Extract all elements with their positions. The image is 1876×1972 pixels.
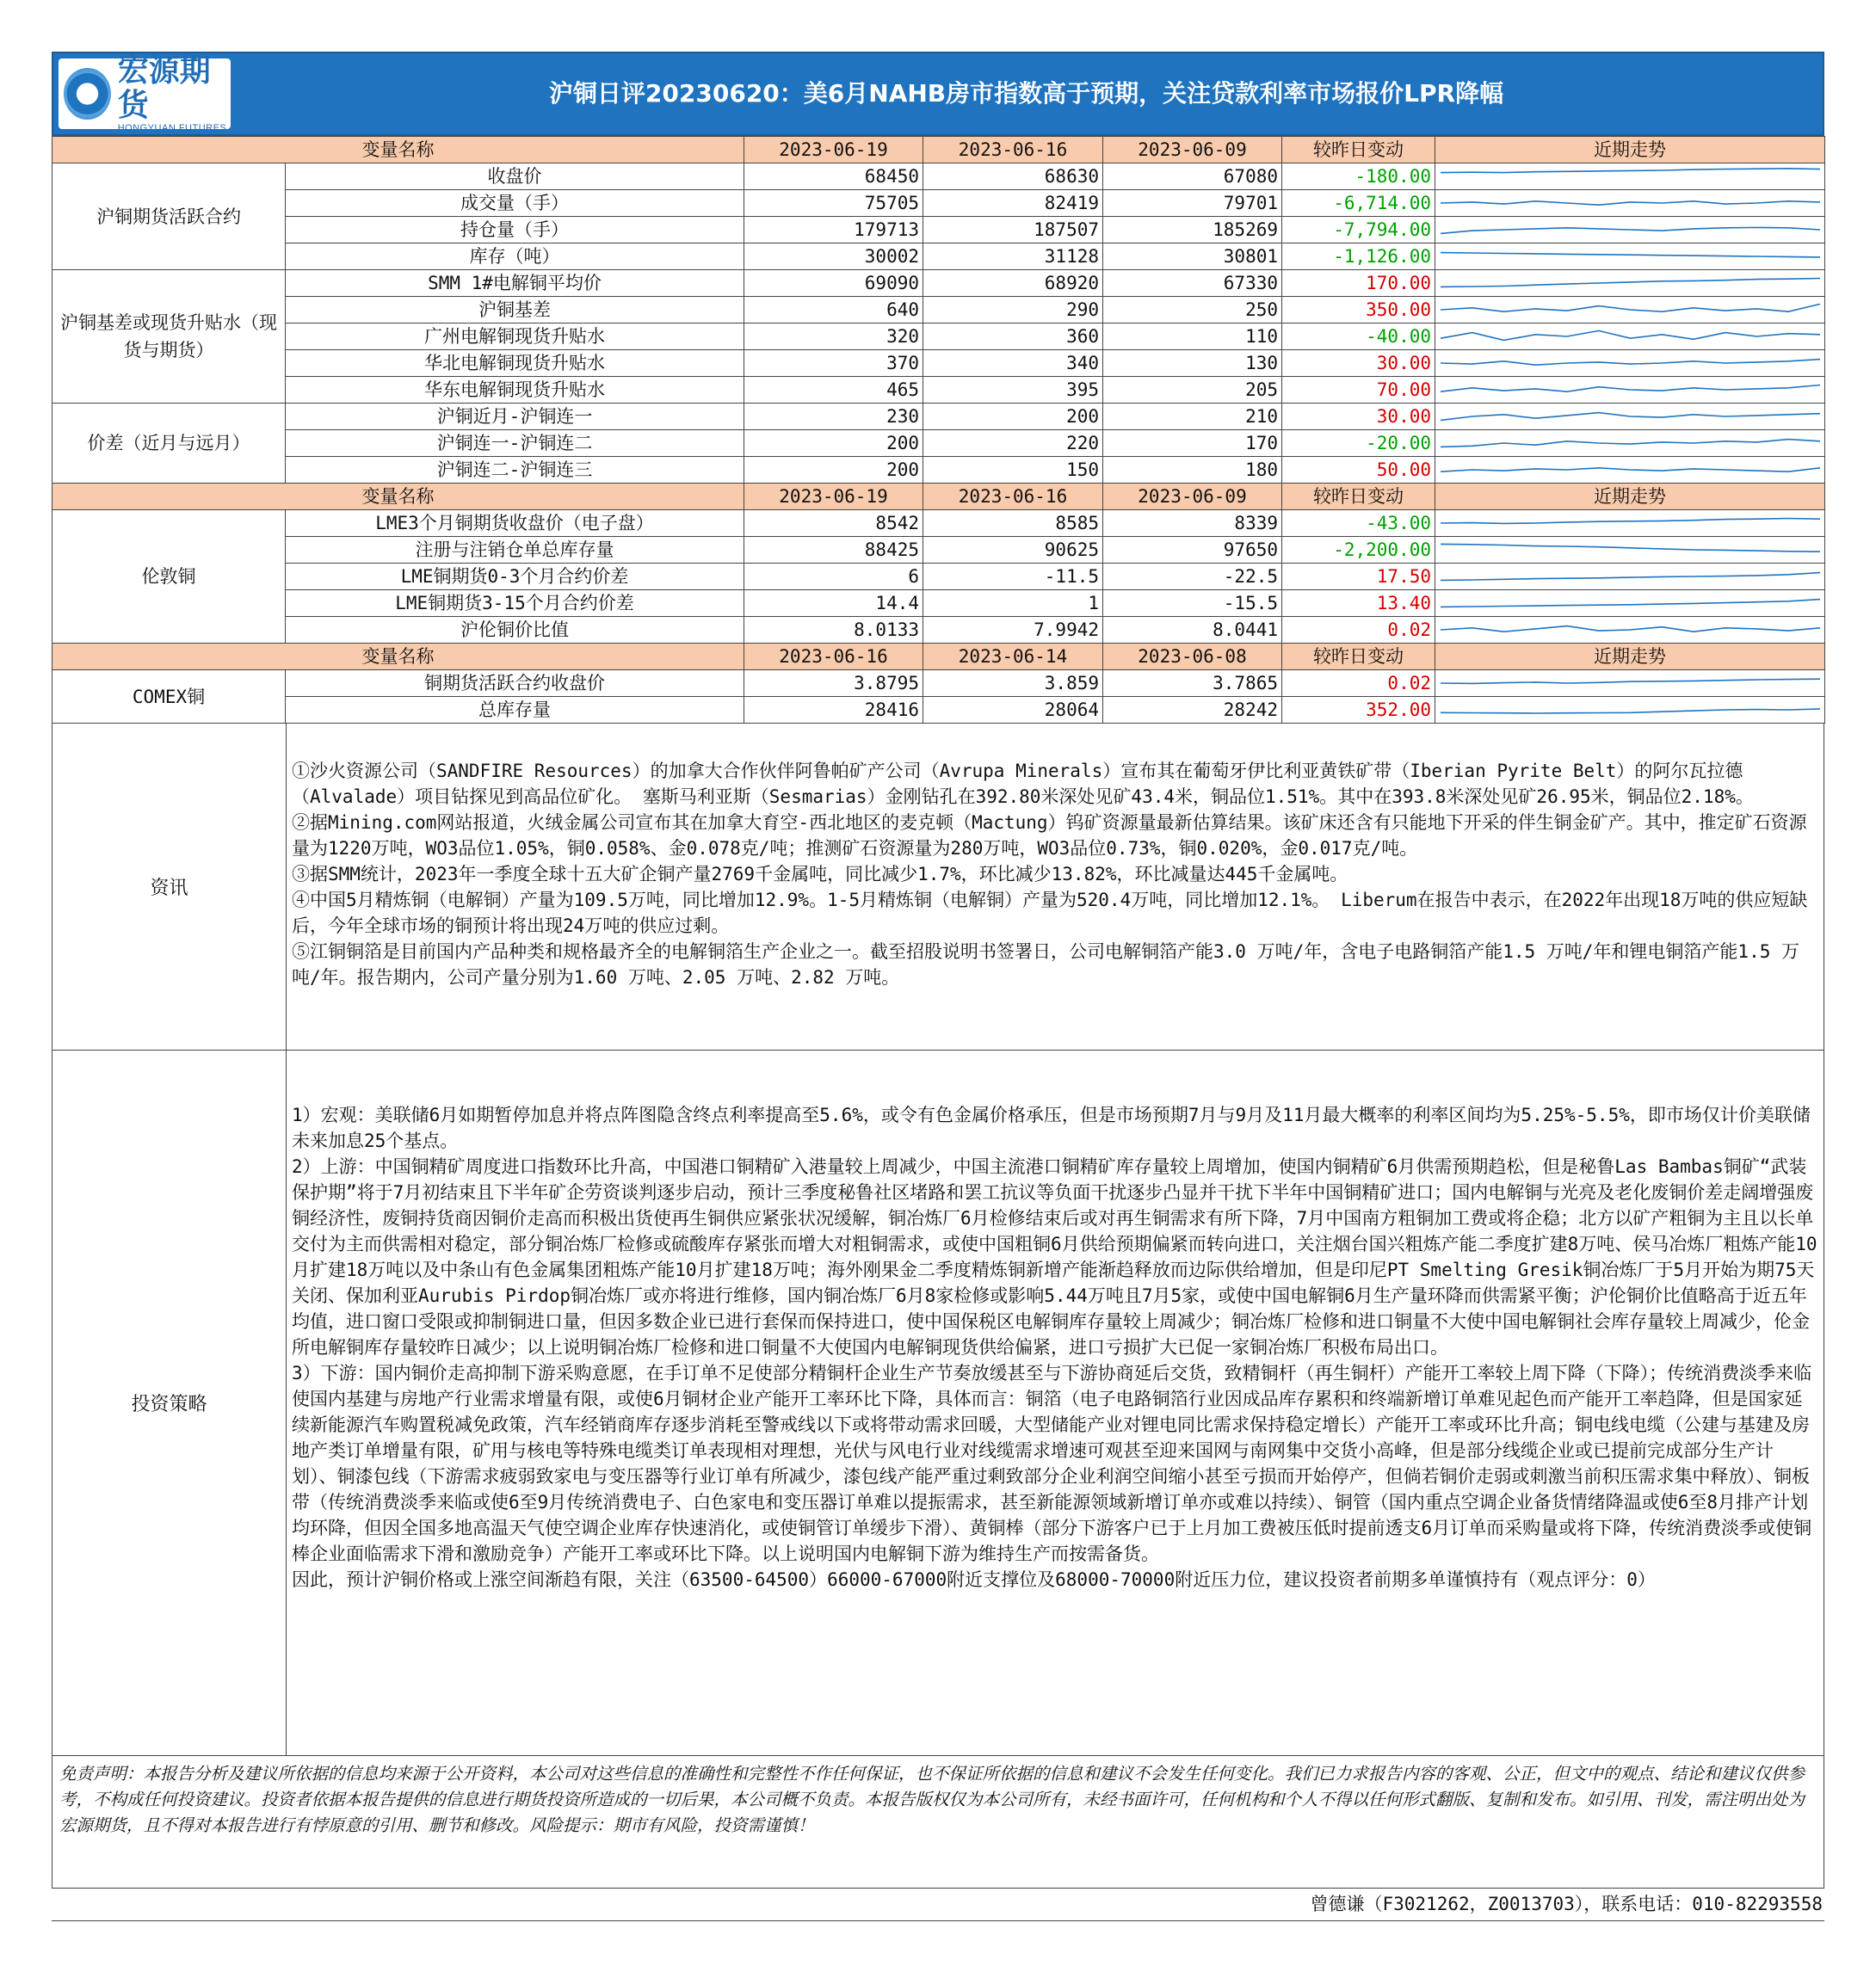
column-header: 近期走势 bbox=[1435, 137, 1825, 163]
trend-line bbox=[1441, 709, 1820, 713]
trend-cell bbox=[1435, 190, 1825, 217]
row-label: 注册与注销仓单总库存量 bbox=[286, 537, 744, 564]
table-row bbox=[52, 190, 1825, 217]
column-header: 2023-06-14 bbox=[923, 644, 1103, 670]
value-week-ago: 79701 bbox=[1103, 190, 1282, 217]
daily-change: -20.00 bbox=[1282, 430, 1435, 457]
trend-cell bbox=[1435, 217, 1825, 243]
table-row bbox=[52, 163, 1825, 190]
trend-line bbox=[1441, 253, 1820, 257]
price-table bbox=[52, 136, 1825, 724]
trend-line bbox=[1441, 304, 1820, 311]
table-row bbox=[52, 377, 1825, 404]
value-previous: 395 bbox=[923, 377, 1103, 404]
row-label: LME铜期货0-3个月合约价差 bbox=[286, 564, 744, 590]
value-current: 8.0133 bbox=[744, 617, 923, 644]
value-week-ago: 8339 bbox=[1103, 510, 1282, 537]
trend-sparkline bbox=[1435, 564, 1825, 589]
report-header bbox=[52, 52, 1824, 136]
trend-cell bbox=[1435, 590, 1825, 617]
value-current: 3.8795 bbox=[744, 670, 923, 697]
value-week-ago: 8.0441 bbox=[1103, 617, 1282, 644]
daily-change: 50.00 bbox=[1282, 457, 1435, 484]
trend-sparkline bbox=[1435, 217, 1825, 243]
value-week-ago: 3.7865 bbox=[1103, 670, 1282, 697]
trend-cell bbox=[1435, 697, 1825, 724]
trend-sparkline bbox=[1435, 457, 1825, 483]
daily-change: 70.00 bbox=[1282, 377, 1435, 404]
trend-cell bbox=[1435, 243, 1825, 270]
value-previous: 360 bbox=[923, 324, 1103, 350]
value-week-ago: -15.5 bbox=[1103, 590, 1282, 617]
trend-sparkline bbox=[1435, 404, 1825, 429]
trend-line bbox=[1441, 600, 1820, 607]
trend-cell bbox=[1435, 457, 1825, 484]
trend-line bbox=[1441, 227, 1820, 233]
daily-change: 17.50 bbox=[1282, 564, 1435, 590]
value-week-ago: 130 bbox=[1103, 350, 1282, 377]
value-current: 88425 bbox=[744, 537, 923, 564]
value-current: 6 bbox=[744, 564, 923, 590]
trend-line bbox=[1441, 544, 1820, 552]
news-label: 资讯 bbox=[52, 724, 287, 1050]
value-previous: 220 bbox=[923, 430, 1103, 457]
trend-line bbox=[1441, 169, 1820, 173]
value-week-ago: 210 bbox=[1103, 404, 1282, 430]
daily-change: 0.02 bbox=[1282, 617, 1435, 644]
strategy-label: 投资策略 bbox=[52, 1051, 287, 1755]
strategy-paragraph: 2）上游：中国铜精矿周度进口指数环比升高，中国港口铜精矿入港量较上周减少，中国主流港口铜精矿库存量较上周增加，使国内铜精矿6月供需预期趋松，但是秘鲁Las Bambas铜矿“武装保护期”将于7月初结束且下半年矿企劳资谈判逐步启动，预计三季度秘鲁社区堵路和罢工抗议等负面干扰逐步凸显并干扰下半年中国铜精矿进口；国内电解铜与光亮及老化废铜价差走阔增强废铜经济性，废铜持货商因铜价走高而积极出货使再生铜供应紧张状况缓解，铜冶炼厂6月检修结束后或对再生铜需求有所下降，7月中国南方粗铜加工费或将企稳；北方以矿产粗铜为主且以长单交付为主而供需相对稳定，部分铜冶炼厂检修或硫酸库存紧张而增大对粗铜需求，或使中国粗铜6月供给预期偏紧而转向进口，关注烟台国兴粗炼产能二季度扩建8万吨、侯马冶炼厂粗炼产能10月扩建18万吨以及中条山有色金属集团粗炼产能10月扩建18万吨；海外刚果金二季度精炼铜新增产能渐趋释放而边际供给增加，但是印尼PT Smelting Gresik铜冶炼厂于5月开始为期75天关闭、保加利亚Aurubis Pirdop铜冶炼厂或亦将进行维修，国内铜冶炼厂6月8家检修或影响5.44万吨且7月5家，或使中国电解铜6月生产量环降而供需紧平衡；沪伦铜价比值略高于近五年均值，进口窗口受限或抑制铜进口量，但因多数企业已进行套保而保持进口，使中国保税区电解铜库存量较上周减少；铜冶炼厂检修和进口铜量不大使中国电解铜社会库存量较上周减少，伦金所电解铜库存量较昨日减少；以上说明铜冶炼厂检修和进口铜量不大使国内电解铜现货供给偏紧，进口亏损扩大已促一家铜冶炼厂积极布局出口。 bbox=[292, 1156, 1817, 1358]
table-row bbox=[52, 670, 1825, 697]
value-previous: 340 bbox=[923, 350, 1103, 377]
news-paragraph: ⑤江铜铜箔是目前国内产品种类和规格最齐全的电解铜箔生产企业之一。截至招股说明书签署日，公司电解铜箔产能3.0 万吨/年，含电子电路铜箔产能1.5 万吨/年和锂电铜箔产能1.5 万吨/年。报告期内，公司产量分别为1.60 万吨、2.05 万吨、2.82 万吨。 bbox=[292, 941, 1799, 988]
trend-cell bbox=[1435, 270, 1825, 297]
daily-change: 352.00 bbox=[1282, 697, 1435, 724]
strategy-paragraph: 3）下游：国内铜价走高抑制下游采购意愿，在手订单不足使部分精铜杆企业生产节奏放缓甚至与下游协商延后交货，致精铜杆（再生铜杆）产能开工率较上周下降（下降）；传统消费淡季来临使国内基建与房地产行业需求增量有限，或使6月铜材企业产能开工率环比下降，具体而言：铜箔（电子电路铜箔行业因成品库存累积和终端新增订单难见起色而产能开工率趋降，但是国家延续新能源汽车购置税减免政策，汽车经销商库存逐步消耗至警戒线以下或将带动需求回暖，大型储能产业对锂电同比需求保持稳定增长）产能开工率或环比升高；铜电线电缆（公建与基建及房地产类订单增量有限，矿用与核电等特殊电缆类订单表现相对理想，光伏与风电行业对线缆需求增速可观甚至迎来国网与南网集中交货小高峰，但是部分线缆企业或已提前完成部分生产计划）、铜漆包线（下游需求疲弱致家电与变压器等行业订单有所减少，漆包线产能严重过剩致部分企业利润空间缩小甚至亏损而开始停产，但倘若铜价走弱或刺激当前积压需求集中释放）、铜板带（传统消费淡季来临或使6至9月传统消费电子、白色家电和变压器订单难以提振需求，甚至新能源领域新增订单亦或难以持续）、铜管（国内重点空调企业备货情绪降温或使6至8月排产计划均环降，但因全国多地高温天气使空调企业库存快速消化，或使铜管订单缓步下滑）、黄铜棒（部分下游客户已于上月加工费被压低时提前透支6月订单而采购量或将下降，传统消费淡季或使铜棒企业面临需求下滑和激励竞争）产能开工率或环比下降。以上说明国内电解铜下游为维持生产而按需备货。 bbox=[292, 1363, 1812, 1564]
news-body bbox=[287, 724, 1824, 1050]
column-header: 2023-06-19 bbox=[744, 484, 923, 510]
column-header: 变量名称 bbox=[52, 137, 744, 163]
trend-line bbox=[1441, 279, 1820, 287]
value-current: 320 bbox=[744, 324, 923, 350]
row-label: 沪铜连二-沪铜连三 bbox=[286, 457, 744, 484]
news-section bbox=[52, 724, 1824, 1051]
value-current: 465 bbox=[744, 377, 923, 404]
row-label: SMM 1#电解铜平均价 bbox=[286, 270, 744, 297]
report-title: 沪铜日评20230620：美6月NAHB房市指数高于预期，关注贷款利率市场报价LPR降幅 bbox=[548, 79, 1504, 108]
trend-sparkline bbox=[1435, 163, 1825, 189]
trend-cell bbox=[1435, 564, 1825, 590]
value-current: 14.4 bbox=[744, 590, 923, 617]
trend-sparkline bbox=[1435, 617, 1825, 643]
table-row bbox=[52, 590, 1825, 617]
value-previous: 187507 bbox=[923, 217, 1103, 243]
table-row bbox=[52, 350, 1825, 377]
row-label: 库存（吨） bbox=[286, 243, 744, 270]
value-current: 68450 bbox=[744, 163, 923, 190]
row-category: 沪铜期货活跃合约 bbox=[52, 163, 286, 270]
column-header: 近期走势 bbox=[1435, 644, 1825, 670]
row-label: 铜期货活跃合约收盘价 bbox=[286, 670, 744, 697]
table-row bbox=[52, 697, 1825, 724]
value-current: 69090 bbox=[744, 270, 923, 297]
logo-name-cn: 宏源期货 bbox=[117, 53, 211, 123]
column-header: 变量名称 bbox=[52, 644, 744, 670]
trend-sparkline bbox=[1435, 324, 1825, 349]
row-label: 沪铜基差 bbox=[286, 297, 744, 324]
trend-sparkline bbox=[1435, 697, 1825, 723]
row-label: 华东电解铜现货升贴水 bbox=[286, 377, 744, 404]
value-current: 200 bbox=[744, 430, 923, 457]
trend-sparkline bbox=[1435, 270, 1825, 296]
row-label: 收盘价 bbox=[286, 163, 744, 190]
row-label: 沪铜近月-沪铜连一 bbox=[286, 404, 744, 430]
value-week-ago: 67330 bbox=[1103, 270, 1282, 297]
value-previous: 68630 bbox=[923, 163, 1103, 190]
trend-line bbox=[1441, 385, 1820, 392]
row-category: 沪铜基差或现货升贴水（现货与期货） bbox=[52, 270, 286, 404]
daily-change: 350.00 bbox=[1282, 297, 1435, 324]
row-label: 沪伦铜价比值 bbox=[286, 617, 744, 644]
value-current: 370 bbox=[744, 350, 923, 377]
column-header: 2023-06-19 bbox=[744, 137, 923, 163]
value-week-ago: 170 bbox=[1103, 430, 1282, 457]
value-week-ago: 30801 bbox=[1103, 243, 1282, 270]
value-previous: 150 bbox=[923, 457, 1103, 484]
value-current: 640 bbox=[744, 297, 923, 324]
news-paragraph: ④中国5月精炼铜（电解铜）产量为109.5万吨，同比增加12.9%。1-5月精炼铜（电解铜）产量为520.4万吨，同比增加12.1%。 Liberum在报告中表示，在2022年出现18万吨的供应短缺后，今年全球市场的铜预计将出现24万吨的供应过剩。 bbox=[292, 890, 1808, 936]
daily-change: 13.40 bbox=[1282, 590, 1435, 617]
table-header-row bbox=[52, 644, 1825, 670]
column-header: 较昨日变动 bbox=[1282, 644, 1435, 670]
trend-cell bbox=[1435, 324, 1825, 350]
trend-cell bbox=[1435, 404, 1825, 430]
value-current: 28416 bbox=[744, 697, 923, 724]
value-week-ago: 110 bbox=[1103, 324, 1282, 350]
value-current: 75705 bbox=[744, 190, 923, 217]
daily-change: 0.02 bbox=[1282, 670, 1435, 697]
daily-change: 30.00 bbox=[1282, 404, 1435, 430]
value-previous: 68920 bbox=[923, 270, 1103, 297]
value-week-ago: 28242 bbox=[1103, 697, 1282, 724]
column-header: 较昨日变动 bbox=[1282, 484, 1435, 510]
table-row bbox=[52, 564, 1825, 590]
trend-cell bbox=[1435, 617, 1825, 644]
column-header: 较昨日变动 bbox=[1282, 137, 1435, 163]
column-header: 2023-06-09 bbox=[1103, 484, 1282, 510]
row-category: 伦敦铜 bbox=[52, 510, 286, 644]
table-row bbox=[52, 404, 1825, 430]
trend-line bbox=[1441, 573, 1820, 581]
row-label: 总库存量 bbox=[286, 697, 744, 724]
row-category: 价差（近月与远月） bbox=[52, 404, 286, 484]
table-row bbox=[52, 617, 1825, 644]
daily-change: -6,714.00 bbox=[1282, 190, 1435, 217]
table-row bbox=[52, 457, 1825, 484]
disclaimer: 免责声明：本报告分析及建议所依据的信息均来源于公开资料，本公司对这些信息的准确性和完整性不作任何保证，也不保证所依据的信息和建议不会发生任何变化。我们已力求报告内容的客观、公正，但文中的观点、结论和建议仅供参考，不构成任何投资建议。投资者依据本报告提供的信息进行期货投资所造成的一切后果，本公司概不负责。本报告版权仅为本公司所有，未经书面许可，任何机构和个人不得以任何形式翻版、复制和发布。如引用、刊发，需注明出处为宏源期货，且不得对本报告进行有悖原意的引用、删节和修改。风险提示：期市有风险，投资需谨慎！ bbox=[52, 1756, 1824, 1889]
trend-sparkline bbox=[1435, 350, 1825, 376]
analyst-contact: 曾德谦（F3021262，Z0013703），联系电话：010-82293558 bbox=[52, 1889, 1824, 1921]
strategy-paragraph: 1）宏观：美联储6月如期暂停加息并将点阵图隐含终点利率提高至5.6%，或令有色金属价格承压，但是市场预期7月与9月及11月最大概率的利率区间均为5.25%-5.5%，即市场仅计价美联储未来加息25个基点。 bbox=[292, 1105, 1811, 1151]
trend-sparkline bbox=[1435, 670, 1825, 696]
daily-change: -2,200.00 bbox=[1282, 537, 1435, 564]
value-week-ago: 250 bbox=[1103, 297, 1282, 324]
daily-change: -43.00 bbox=[1282, 510, 1435, 537]
column-header: 2023-06-09 bbox=[1103, 137, 1282, 163]
trend-cell bbox=[1435, 163, 1825, 190]
news-paragraph: ①沙火资源公司（SANDFIRE Resources）的加拿大合作伙伴阿鲁帕矿产公司（Avrupa Minerals）宣布其在葡萄牙伊比利亚黄铁矿带（Iberian Pyrite Belt）的阿尔瓦拉德（Alvalade）项目钻探见到高品位矿化。 塞斯马利亚斯（Sesmarias）金刚钻孔在392.80米深处见矿43.4米，铜品位1.51%。其中在393.8米深处见矿26.95米，铜品位2.18%。 bbox=[292, 761, 1754, 807]
trend-line bbox=[1441, 679, 1820, 683]
table-row bbox=[52, 537, 1825, 564]
value-week-ago: 97650 bbox=[1103, 537, 1282, 564]
row-label: 沪铜连一-沪铜连二 bbox=[286, 430, 744, 457]
logo-name-en: HONGYUAN FUTURES bbox=[117, 123, 227, 133]
strategy-paragraph: 因此，预计沪铜价格或上涨空间渐趋有限，关注（63500-64500）66000-67000附近支撑位及68000-70000附近压力位，建议投资者前期多单谨慎持有（观点评分：0） bbox=[292, 1569, 1656, 1590]
report-sheet bbox=[52, 52, 1824, 1921]
trend-sparkline bbox=[1435, 510, 1825, 536]
daily-change: 170.00 bbox=[1282, 270, 1435, 297]
value-previous: -11.5 bbox=[923, 564, 1103, 590]
trend-sparkline bbox=[1435, 590, 1825, 616]
trend-sparkline bbox=[1435, 190, 1825, 216]
daily-change: 30.00 bbox=[1282, 350, 1435, 377]
daily-change: -1,126.00 bbox=[1282, 243, 1435, 270]
trend-line bbox=[1441, 468, 1820, 471]
trend-cell bbox=[1435, 297, 1825, 324]
column-header: 2023-06-16 bbox=[923, 137, 1103, 163]
table-row bbox=[52, 324, 1825, 350]
column-header: 近期走势 bbox=[1435, 484, 1825, 510]
daily-change: -7,794.00 bbox=[1282, 217, 1435, 243]
trend-cell bbox=[1435, 670, 1825, 697]
value-previous: 200 bbox=[923, 404, 1103, 430]
value-week-ago: 180 bbox=[1103, 457, 1282, 484]
row-label: 华北电解铜现货升贴水 bbox=[286, 350, 744, 377]
trend-cell bbox=[1435, 510, 1825, 537]
trend-line bbox=[1441, 330, 1820, 340]
logo-mark-icon bbox=[64, 68, 111, 120]
value-previous: 82419 bbox=[923, 190, 1103, 217]
value-previous: 28064 bbox=[923, 697, 1103, 724]
trend-cell bbox=[1435, 537, 1825, 564]
strategy-body bbox=[287, 1051, 1824, 1755]
row-label: 广州电解铜现货升贴水 bbox=[286, 324, 744, 350]
table-row bbox=[52, 217, 1825, 243]
news-paragraph: ②据Mining.com网站报道，火绒金属公司宣布其在加拿大育空-西北地区的麦克顿（Mactung）钨矿资源量最新估算结果。该矿床还含有只能地下开采的伴生铜金矿产。其中，推定矿石资源量为1220万吨，WO3品位1.05%，铜0.058%、金0.078克/吨；推测矿石资源量为280万吨，WO3品位0.73%，铜0.020%，金0.017克/吨。 bbox=[292, 812, 1807, 859]
trend-sparkline bbox=[1435, 297, 1825, 323]
trend-cell bbox=[1435, 350, 1825, 377]
value-previous: 7.9942 bbox=[923, 617, 1103, 644]
trend-line bbox=[1441, 626, 1820, 632]
table-header-row bbox=[52, 484, 1825, 510]
value-current: 230 bbox=[744, 404, 923, 430]
trend-line bbox=[1441, 413, 1820, 421]
table-row bbox=[52, 297, 1825, 324]
value-week-ago: 185269 bbox=[1103, 217, 1282, 243]
trend-line bbox=[1441, 519, 1820, 524]
value-previous: 290 bbox=[923, 297, 1103, 324]
company-logo bbox=[59, 53, 231, 133]
row-label: 成交量（手） bbox=[286, 190, 744, 217]
value-previous: 90625 bbox=[923, 537, 1103, 564]
value-previous: 3.859 bbox=[923, 670, 1103, 697]
trend-line bbox=[1441, 360, 1820, 366]
value-week-ago: 67080 bbox=[1103, 163, 1282, 190]
value-current: 200 bbox=[744, 457, 923, 484]
value-week-ago: 205 bbox=[1103, 377, 1282, 404]
column-header: 变量名称 bbox=[52, 484, 744, 510]
table-row bbox=[52, 270, 1825, 297]
daily-change: -40.00 bbox=[1282, 324, 1435, 350]
row-category: COMEX铜 bbox=[52, 670, 286, 724]
news-paragraph: ③据SMM统计，2023年一季度全球十五大矿企铜产量2769千金属吨，同比减少1.7%，环比减少13.82%，环比减量达445千金属吨。 bbox=[292, 864, 1348, 884]
value-current: 179713 bbox=[744, 217, 923, 243]
trend-sparkline bbox=[1435, 243, 1825, 269]
row-label: 持仓量（手） bbox=[286, 217, 744, 243]
value-current: 8542 bbox=[744, 510, 923, 537]
value-previous: 8585 bbox=[923, 510, 1103, 537]
row-label: LME铜期货3-15个月合约价差 bbox=[286, 590, 744, 617]
column-header: 2023-06-16 bbox=[923, 484, 1103, 510]
trend-cell bbox=[1435, 377, 1825, 404]
table-row bbox=[52, 510, 1825, 537]
daily-change: -180.00 bbox=[1282, 163, 1435, 190]
trend-sparkline bbox=[1435, 537, 1825, 563]
trend-sparkline bbox=[1435, 430, 1825, 456]
value-current: 30002 bbox=[744, 243, 923, 270]
trend-line bbox=[1441, 440, 1820, 447]
value-week-ago: -22.5 bbox=[1103, 564, 1282, 590]
value-previous: 31128 bbox=[923, 243, 1103, 270]
column-header: 2023-06-08 bbox=[1103, 644, 1282, 670]
trend-sparkline bbox=[1435, 377, 1825, 403]
table-row bbox=[52, 243, 1825, 270]
row-label: LME3个月铜期货收盘价（电子盘） bbox=[286, 510, 744, 537]
value-previous: 1 bbox=[923, 590, 1103, 617]
column-header: 2023-06-16 bbox=[744, 644, 923, 670]
table-row bbox=[52, 430, 1825, 457]
trend-cell bbox=[1435, 430, 1825, 457]
trend-line bbox=[1441, 201, 1820, 205]
table-header-row bbox=[52, 137, 1825, 163]
strategy-section bbox=[52, 1051, 1824, 1756]
